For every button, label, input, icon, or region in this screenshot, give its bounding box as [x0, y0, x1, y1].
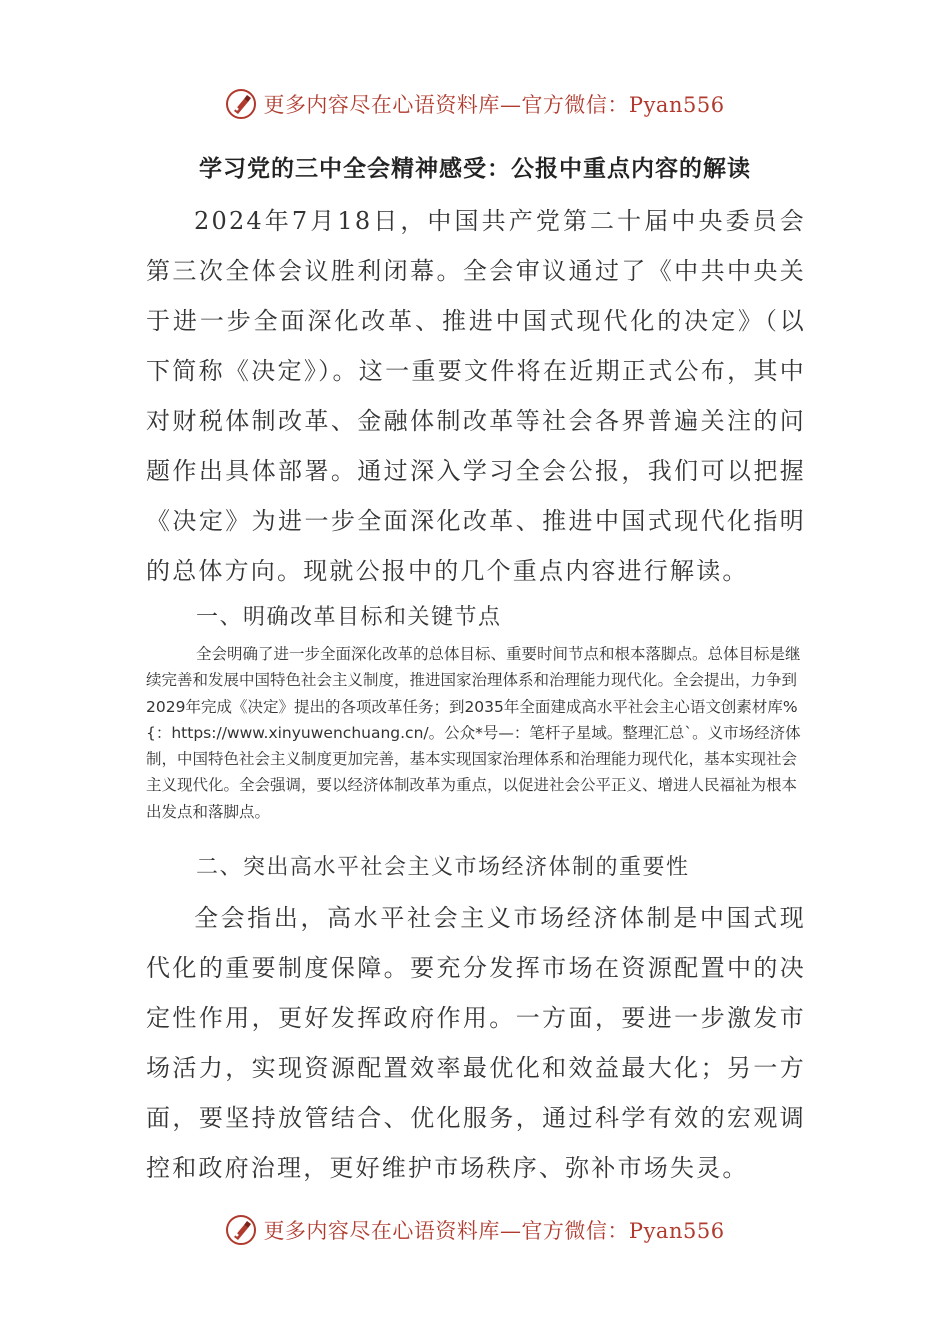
header-banner [0, 82, 950, 126]
document-title: 学习党的三中全会精神感受：公报中重点内容的解读 [199, 156, 751, 182]
banner-text [263, 1215, 724, 1245]
paragraph-section-1: 全会明确了进一步全面深化改革的总体目标、重要时间节点和根本落脚点。总体目标是继续完善和发展中国特色社会主义制度，推进国家治理体系和治理能力现代化。全会提出，力争到2029年完成《决定》提出的各项改革任务；到2035年全面建成高水平社会主心语文创素材库%{：https://www.xinyuwenchuang.cn/。公众*号—：笔杆子星域。整理汇总`。义市场经济体制，中国特色社会主义制度更加完善，基本实现国家治理体系和治理能力现代化，基本实现社会主义现代化。全会强调，要以经济体制改革为重点，以促进社会公平正义、增进人民福祉为根本出发点和落脚点。 [146, 645, 801, 821]
paragraph-section-2: 全会指出，高水平社会主义市场经济体制是中国式现代化的重要制度保障。要充分发挥市场在资源配置中的决定性作用，更好发挥政府作用。一方面，要进一步激发市场活力，实现资源配置效率最优化和效益最大化；另一方面，要坚持放管结合、优化服务，通过科学有效的宏观调控和政府治理，更好维护市场秩序、弥补市场失灵。 [146, 904, 806, 1182]
banner-wechat-text: 官方微信：Pyan556 [521, 93, 725, 117]
footer-banner [0, 1208, 950, 1252]
banner-text [263, 89, 724, 119]
paragraph-intro: 2024年7月18日，中国共产党第二十届中央委员会第三次全体会议胜利闭幕。全会审议通过了《中共中央关于进一步全面深化改革、推进中国式现代化的决定》（以下简称《决定》）。这一重要文件将在近期正式公布，其中对财税体制改革、金融体制改革等社会各界普遍关注的问题作出具体部署。通过深入学习全会公报，我们可以把握《决定》为进一步全面深化改革、推进中国式现代化指明的总体方向。现就公报中的几个重点内容进行解读。 [146, 207, 806, 585]
pen-nib-logo-icon [225, 88, 257, 120]
pen-nib-logo-icon [225, 1214, 257, 1246]
banner-wechat-text: 官方微信：Pyan556 [521, 1219, 725, 1243]
banner-main-text: 更多内容尽在心语资料库 [263, 93, 500, 117]
banner-dash: — [499, 93, 522, 117]
banner-dash: — [499, 1219, 522, 1243]
section-heading-1: 一、明确改革目标和关键节点 [196, 605, 502, 630]
banner-main-text: 更多内容尽在心语资料库 [263, 1219, 500, 1243]
section-heading-2: 二、突出高水平社会主义市场经济体制的重要性 [196, 855, 690, 880]
